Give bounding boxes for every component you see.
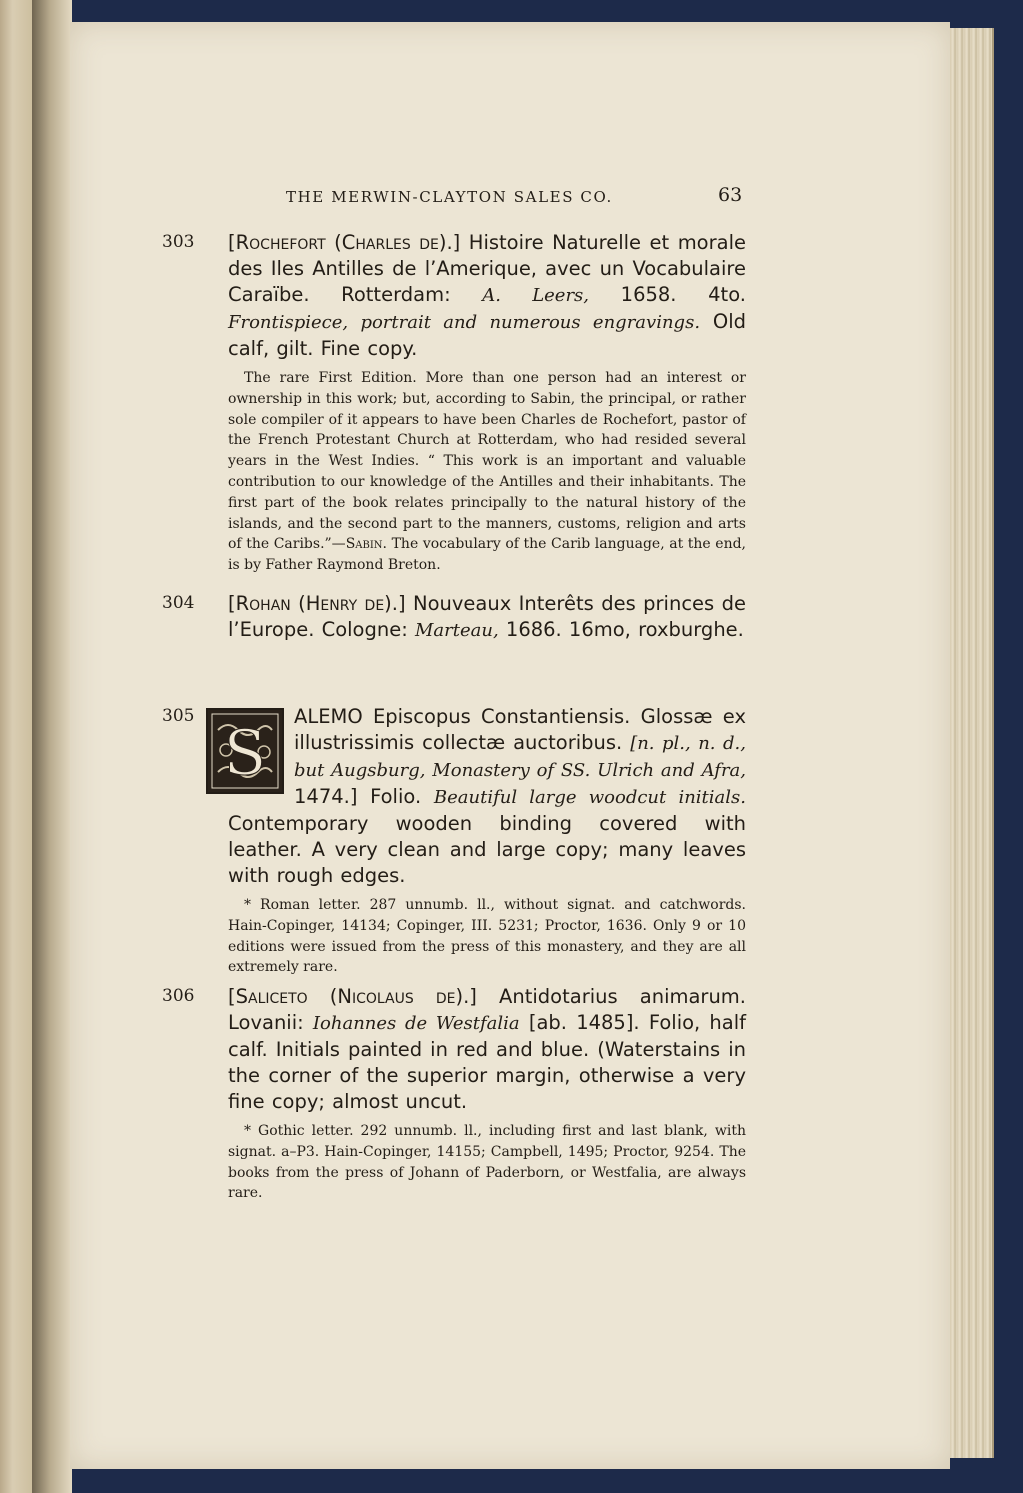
entry-author: [Rohan (Henry de).] xyxy=(228,592,406,615)
entry-condition: Old calf, gilt. Fine copy. xyxy=(228,310,746,360)
woodcut-initial-art xyxy=(208,710,282,792)
catalog-entry-303 xyxy=(162,230,747,576)
woodcut-initial xyxy=(206,708,284,794)
entry-note-source: Sabin. xyxy=(345,536,387,553)
entry-publisher: Marteau, xyxy=(415,620,499,641)
entry-imprint: [n. pl., n. d., but Augsburg, Monastery of SS. Ulrich and Afra, xyxy=(294,733,746,781)
entry-condition: 1686. 16mo, roxburghe. xyxy=(505,618,744,641)
entry-description: Frontispiece, portrait and numerous engravings. xyxy=(228,312,701,333)
entry-date: 1658. 4to. xyxy=(620,283,746,306)
entry-author: [Rochefort (Charles de).] xyxy=(228,231,461,254)
entry-title-main: Histoire Naturelle et morale des Iles Antilles de l’Amerique, avec un Vocabulaire Caraïbe. Rotterdam: xyxy=(228,231,746,306)
entry-publisher: A. Leers, xyxy=(482,285,590,306)
catalog-entry-304 xyxy=(162,591,746,644)
entry-title xyxy=(228,230,746,362)
entry-title-main: Antidotarius animarum. Lovanii: xyxy=(228,985,747,1034)
entry-note: * Roman letter. 287 unnumb. ll., without signat. and catchwords. Hain-Copinger, 14134; Copinger, III. 5231; Proctor, 1636. Only 9 or 10 editions were issued from the press of this monastery, and they are all extremely rare. xyxy=(228,897,746,976)
entry-condition: Contemporary wooden binding covered with leather. A very clean and large copy; many leaves with rough edges. xyxy=(228,812,746,887)
entry-publisher: Iohannes de Westfalia xyxy=(312,1013,520,1034)
initial-letter: S xyxy=(223,716,267,789)
entry-title xyxy=(228,984,746,1115)
lot-number: 305 xyxy=(162,706,195,726)
entry-title xyxy=(223,704,746,889)
entry-condition: [ab. 1485]. Folio, half calf. Initials painted in red and blue. (Waterstains in the corner of the superior margin, otherwise a very fine copy; almost uncut. xyxy=(228,1011,747,1113)
catalog-entry-306 xyxy=(162,984,747,1204)
entry-date: 1474.] Folio. xyxy=(294,785,422,808)
entry-description: Beautiful large woodcut initials. xyxy=(433,787,746,808)
entry-note xyxy=(228,368,746,576)
lot-number: 306 xyxy=(162,986,195,1006)
entry-title-main: ALEMO Episcopus Constantiensis. Glossæ ex illustrissimis collectæ auctoribus. xyxy=(294,705,746,754)
catalog-entry-305 xyxy=(162,704,746,978)
lot-number: 303 xyxy=(162,232,195,252)
entry-note-text: The rare First Edition. More than one person had an interest or ownership in this work; but, according to Sabin, the principal, or rather sole compiler of it appears to have been Charles de Rochefort, pastor of the French Protestant Church at Rotterdam, who had resided several years in the West Indies. “ This work is an important and valuable contribution to our knowledge of the Antilles and their inhabitants. The first part of the book relates principally to the natural history of the islands, and the second part to the manners, customs, religion and arts of the Caribs.”— xyxy=(228,370,746,553)
entry-note: * Gothic letter. 292 unnumb. ll., including first and last blank, with signat. a–P3. Hain-Copinger, 14155; Campbell, 1495; Proctor, 9254. The books from the press of Johann of Paderborn, or Westfalia, are always rare. xyxy=(228,1123,746,1202)
entry-title xyxy=(228,591,746,644)
lot-number: 304 xyxy=(162,593,195,613)
entry-note-text-end: The vocabulary of the Carib language, at the end, is by Father Raymond Breton. xyxy=(228,536,747,574)
page-number: 63 xyxy=(718,184,743,206)
entry-title-main: Nouveaux Interêts des princes de l’Europe. Cologne: xyxy=(228,592,746,641)
running-head: THE MERWIN-CLAYTON SALES CO. xyxy=(286,188,613,206)
entry-author: [Saliceto (Nicolaus de).] xyxy=(228,985,477,1008)
